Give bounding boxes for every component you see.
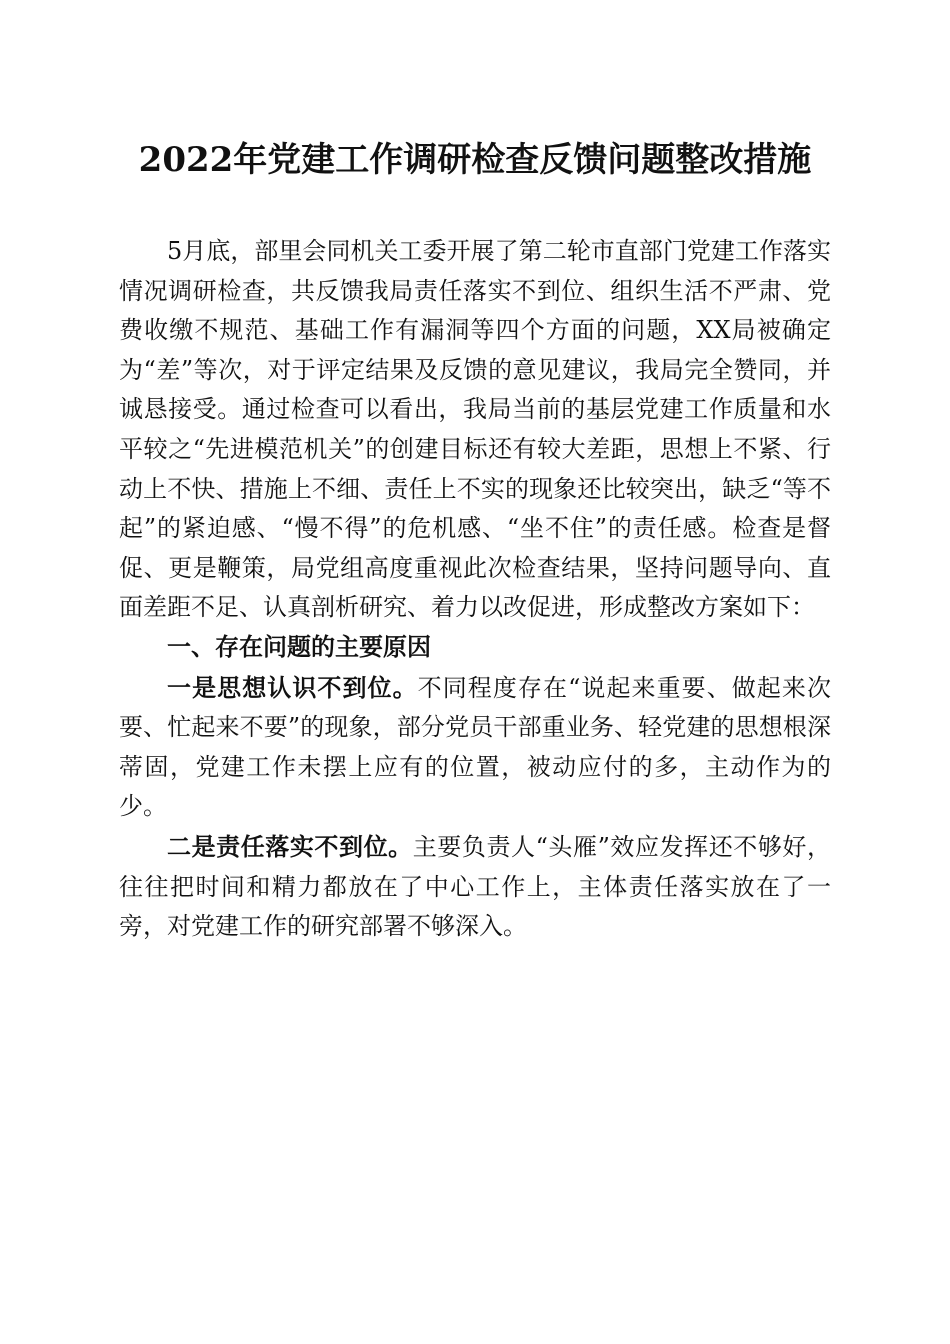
point-lead-1: 一是思想认识不到位。: [167, 672, 418, 702]
point-paragraph-2: [119, 827, 831, 947]
point-paragraph-1: [119, 668, 831, 827]
point-text-2: 主要负责人“头雁”效应发挥还不够好，往往把时间和精力都放在了中心工作上，主体责任落实放在了一旁，对党建工作的研究部署不够深入。: [119, 832, 832, 941]
point-lead-2: 二是责任落实不到位。: [167, 831, 413, 861]
point-text-1: 不同程度存在“说起来重要、做起来次要、忙起来不要”的现象，部分党员干部重业务、轻党建的思想根深蒂固，党建工作未摆上应有的位置，被动应付的多，主动作为的少。: [119, 673, 831, 821]
document-title: 2022年党建工作调研检查反馈问题整改措施: [138, 140, 812, 180]
intro-paragraph: 5月底，部里会同机关工委开展了第二轮市直部门党建工作落实情况调研检查，共反馈我局责任落实不到位、组织生活不严肃、党费收缴不规范、基础工作有漏洞等四个方面的问题，XX局被确定为“差”等次，对于评定结果及反馈的意见建议，我局完全赞同，并诚恳接受。通过检查可以看出，我局当前的基层党建工作质量和水平较之“先进模范机关”的创建目标还有较大差距，思想上不紧、行动上不快、措施上不细、责任上不实的现象还比较突出，缺乏“等不起”的紧迫感、“慢不得”的危机感、“坐不住”的责任感。检查是督促、更是鞭策，局党组高度重视此次检查结果，坚持问题导向、直面差距不足、认真剖析研究、着力以改促进，形成整改方案如下：: [119, 237, 831, 622]
document-body: [119, 232, 831, 947]
section-heading: 一、存在问题的主要原因: [167, 632, 431, 661]
